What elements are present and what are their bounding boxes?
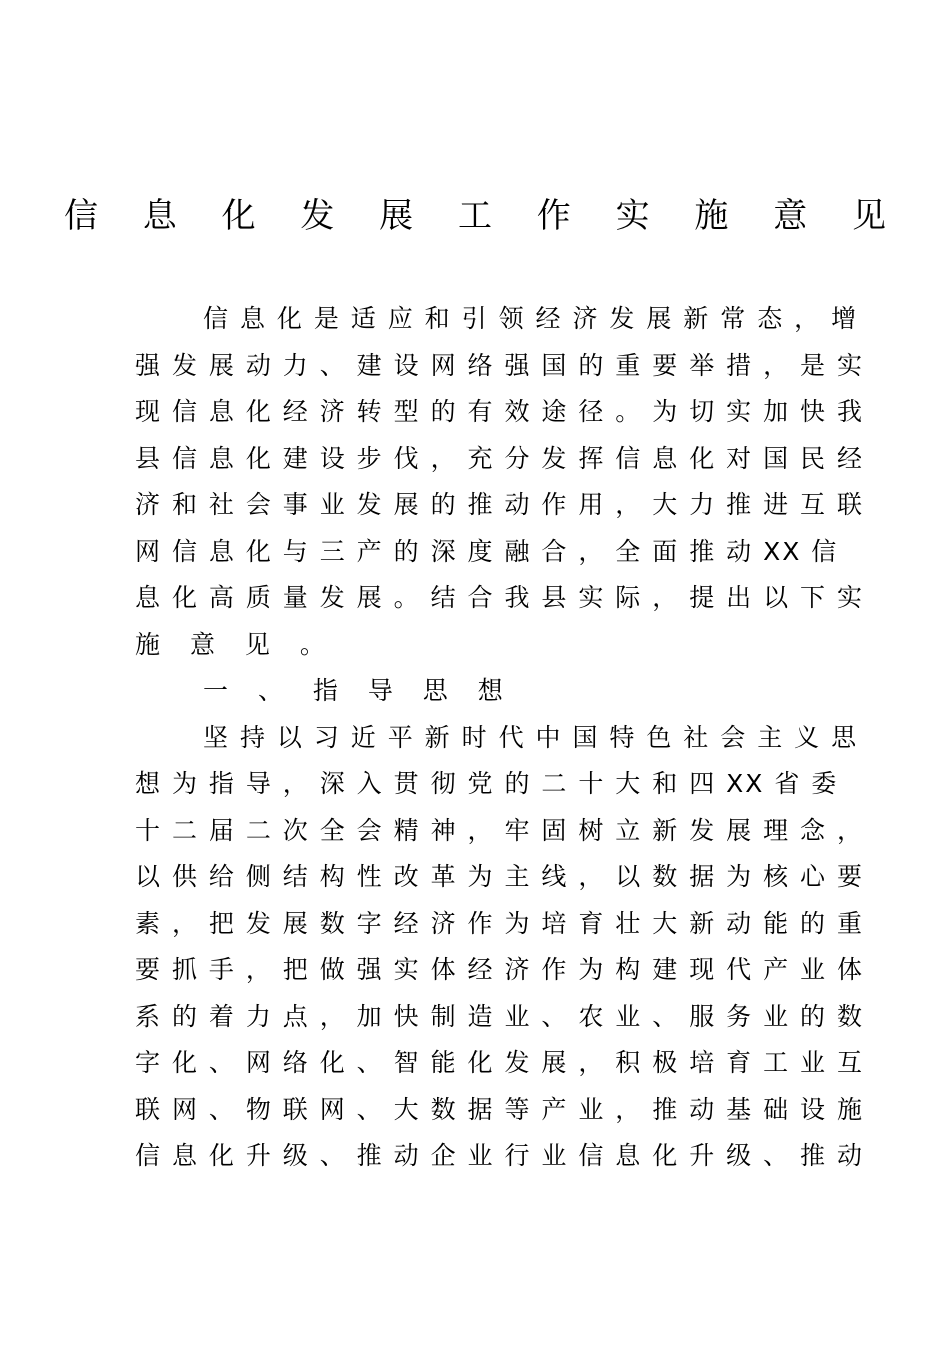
- text-line: 强 发 展 动 力 、 建 设 网 络 强 国 的 重 要 举 措 ， 是 实: [135, 350, 864, 380]
- text-line: 息 化 高 质 量 发 展 。 结 合 我 县 实 际 ， 提 出 以 下 实: [135, 583, 864, 612]
- text-line: 施 意 见 。: [135, 629, 336, 659]
- text-line: 素 ， 把 发 展 数 字 经 济 作 为 培 育 壮 大 新 动 能 的 重: [135, 908, 864, 938]
- text-line: 坚 持 以 习 近 平 新 时 代 中 国 特 色 社 会 主 义 思: [203, 722, 859, 752]
- text-line: 十 二 届 二 次 全 会 精 神 ， 牢 固 树 立 新 发 展 理 念 ，: [135, 815, 864, 845]
- section-heading: 一 、 指 导 思 想: [203, 676, 514, 705]
- text-line: 要 抓 手 ， 把 做 强 实 体 经 济 作 为 构 建 现 代 产 业 体: [135, 955, 864, 984]
- document-title: 信 息 化 发 展 工 作 实 施 意 见: [63, 196, 904, 236]
- text-line: 县 信 息 化 建 设 步 伐 ， 充 分 发 挥 信 息 化 对 国 民 经: [135, 443, 864, 473]
- document-body: [135, 296, 864, 1180]
- text-line: 联 网 、 物 联 网 、 大 数 据 等 产 业 ， 推 动 基 础 设 施: [135, 1094, 864, 1124]
- text-line: 信 息 化 升 级 、 推 动 企 业 行 业 信 息 化 升 级 、 推 动: [135, 1141, 864, 1170]
- text-line: 济 和 社 会 事 业 发 展 的 推 动 作 用 ， 大 力 推 进 互 联: [135, 490, 864, 519]
- text-line: 系 的 着 力 点 ， 加 快 制 造 业 、 农 业 、 服 务 业 的 数: [135, 1001, 864, 1031]
- text-line: 信 息 化 是 适 应 和 引 领 经 济 发 展 新 常 态 ， 增: [203, 304, 859, 333]
- text-line: 字 化 、 网 络 化 、 智 能 化 发 展 ， 积 极 培 育 工 业 互: [135, 1048, 864, 1077]
- text-line: 以 供 给 侧 结 构 性 改 革 为 主 线 ， 以 数 据 为 核 心 要: [135, 862, 864, 891]
- text-line: 现 信 息 化 经 济 转 型 的 有 效 途 径 。 为 切 实 加 快 我: [135, 397, 864, 426]
- text-line: 想 为 指 导 ， 深 入 贯 彻 党 的 二 十 大 和 四 XX 省 委: [135, 769, 839, 798]
- text-line: 网 信 息 化 与 三 产 的 深 度 融 合 ， 全 面 推 动 XX 信: [135, 536, 839, 566]
